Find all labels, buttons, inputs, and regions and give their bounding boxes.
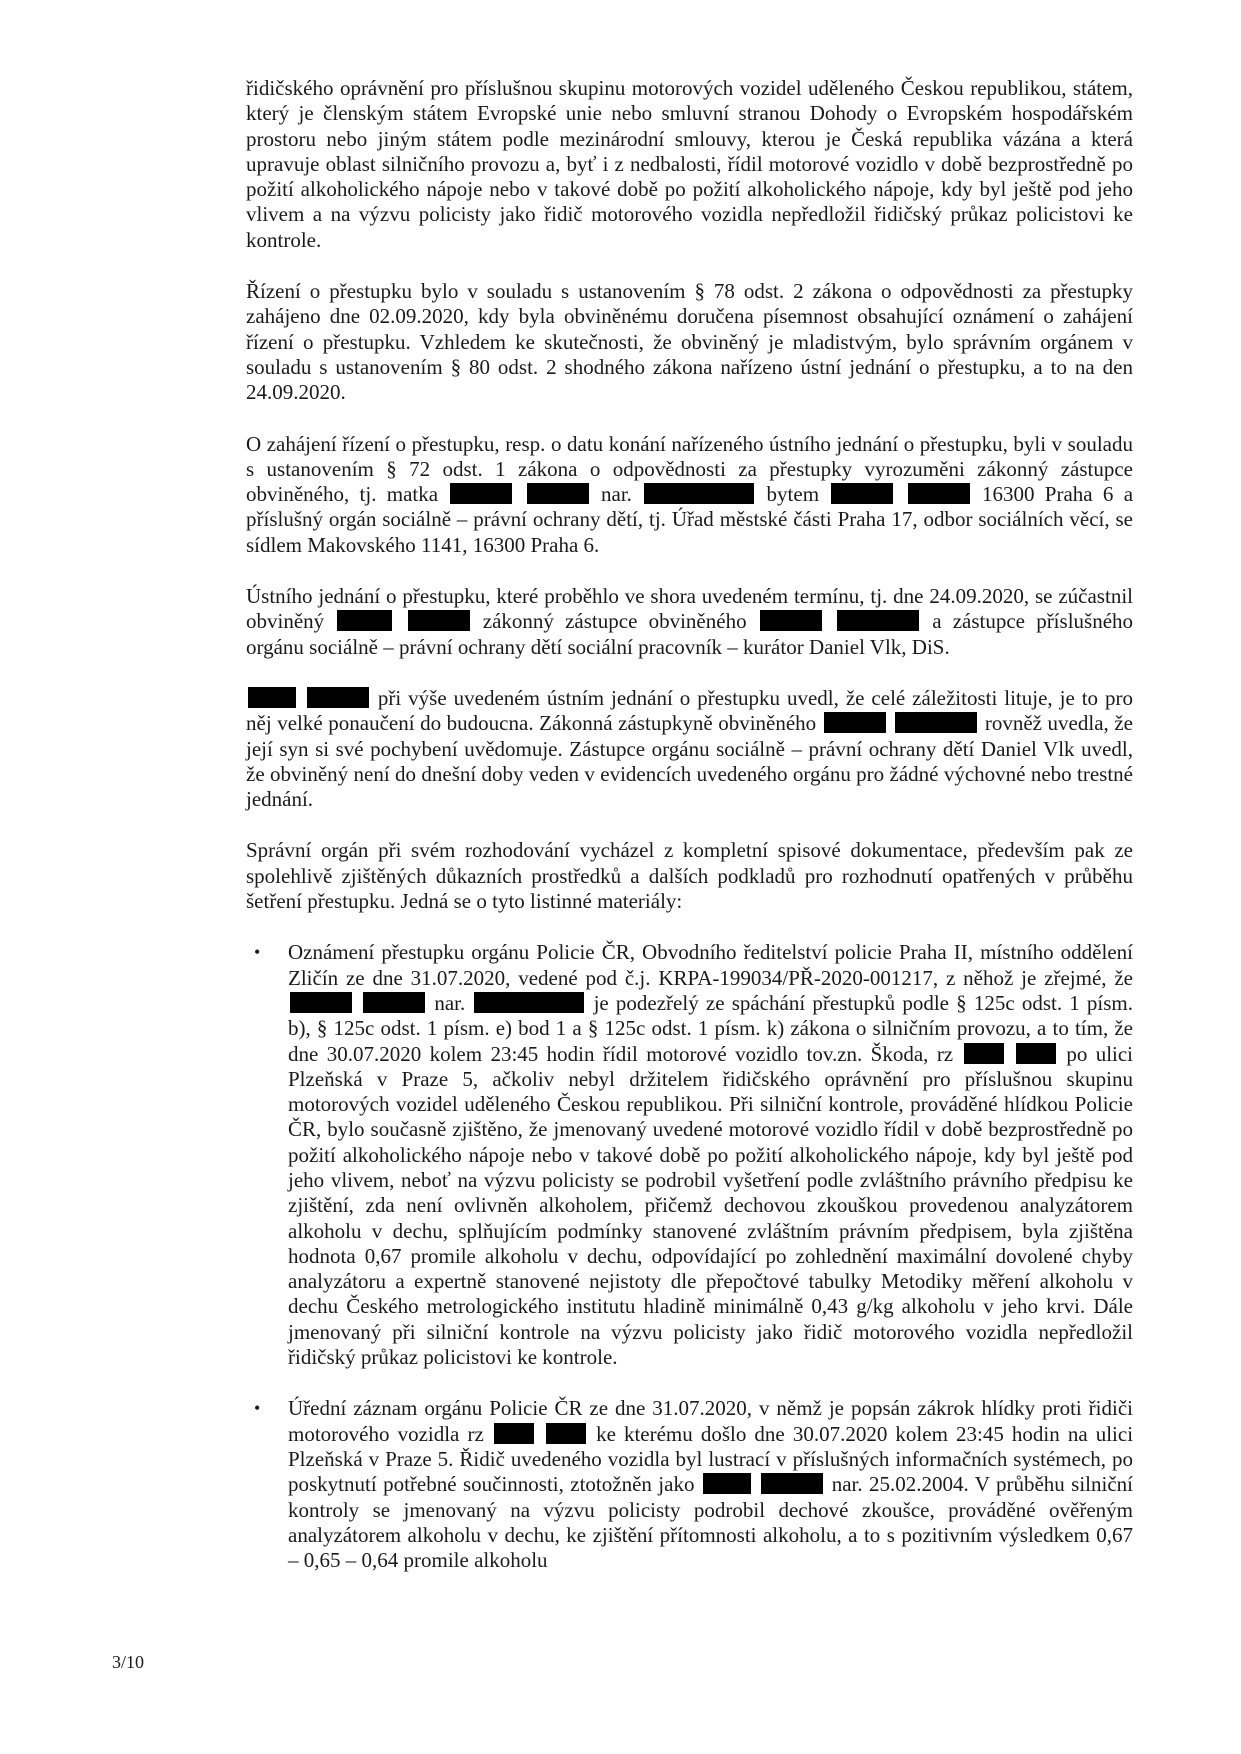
bullet2-text-a: Úřední záznam orgánu Policie ČR ze dne 31.07.2020, v němž je popsán zákrok hlídky proti řidiči motorového vozidla rz: [288, 1396, 1133, 1446]
p3-text-b: nar.: [601, 482, 632, 507]
redaction: [824, 712, 886, 733]
bullet1-text-d: po ulici Plzeňská v Praze 5, ačkoliv nebyl držitelem řidičského oprávnění pro příslušnou skupinu motorových vozidel uděleného Českou republikou. Při silniční kontrole, prováděné hlídkou Policie ČR, bylo současně zjištěno, že jmenovaný uvedené motorové vozidlo řídil v době bezprostředně po požití alkoholického nápoje nebo v takové době po požití alkoholického nápoje, kdy byl ještě pod jeho vlivem, neboť na výzvu policisty se podrobil vyšetření podle zvláštního právního předpisu ke zjištění, zda není ovlivněn alkoholem, přičemž dechovou zkouškou provedenou analyzátorem alkoholu v dechu, splňujícím podmínky stanovené zvláštním právním předpisem, byla zjištěna hodnota 0,67 promile alkoholu v dechu, odpovídající po zohlednění maximální dovolené chyby analyzátoru a expertně stanovené nejistoty dle přepočtové tabulky Metodiky měření alkoholu v dechu Českého metrologického institutu hladině minimálně 0,43 g/kg alkoholu v jeho krvi. Dále jmenovaný při silniční kontrole na výzvu policisty jako řidič motorového vozidla nepředložil řidičský průkaz policistovi ke kontrole.: [288, 1041, 1134, 1370]
bullet1-text-a: Oznámení přestupku orgánu Policie ČR, Obvodního ředitelství policie Praha II, místního oddělení Zličín ze dne 31.07.2020, vedené pod č.j. KRPA-199034/PŘ-2020-001217, z něhož je zřejmé, že: [288, 940, 1133, 990]
paragraph-1: řidičského oprávnění pro příslušnou skupinu motorových vozidel uděleného Českou republikou, státem, který je členským státem Evropské unie nebo smluvní stranou Dohody o Evropském hospodářském prostoru nebo jiným státem podle mezinárodní smlouvy, kterou je Česká republika vázána a která upravuje oblast silničního provozu a, byť i z nedbalosti, řídil motorové vozidlo v době bezprostředně po požití alkoholického nápoje nebo v takové době po požití alkoholického nápoje, kdy byl ještě pod jeho vlivem a na výzvu policisty jako řidič motorového vozidla nepředložil řidičský průkaz policistovi ke kontrole.: [246, 76, 1133, 252]
bullet2-text-c: nar. 25.02.2004. V průběhu silniční kontroly se jmenovaný na výzvu policisty podrobil dechové zkoušce, prováděné ověřeným analyzátorem alkoholu v dechu, ke zjištění přítomnosti alkoholu, a to s pozitivním výsledkem 0,67 – 0,65 – 0,64 promile alkoholu: [288, 1472, 1134, 1573]
redaction: [527, 483, 589, 504]
list-item: [246, 1396, 1133, 1573]
redaction: [494, 1423, 534, 1444]
p3-text-c: bytem: [766, 482, 820, 507]
p5-text-a: při výše uvedeném ústním jednání o přestupku uvedl, že celé záležitosti lituje, je to pro něj velké ponaučení do budoucna. Zákonná zástupkyně obviněného: [246, 685, 1133, 736]
redaction: [760, 610, 822, 631]
p5-text-b: rovněž uvedla, že její syn si své pochybení uvědomuje. Zástupce orgánu sociálně – právní ochrany dětí Daniel Vlk uvedl, že obviněný není do dnešní doby veden v evidencích uvedeného orgánu pro žádné výchovné nebo trestné jednání.: [246, 711, 1133, 812]
p3-text-a: O zahájení řízení o přestupku, resp. o datu konání nařízeného ústního jednání o přestupku, byli v souladu s ustanovením § 72 odst. 1 zákona o odpovědnosti za přestupky vyrozuměni zákonný zástupce obviněného, tj. matka: [246, 431, 1133, 507]
redaction: [703, 1473, 751, 1494]
redaction: [450, 483, 512, 504]
page-number: 3/10: [112, 1652, 145, 1672]
redaction: [290, 992, 352, 1013]
redaction: [761, 1473, 823, 1494]
redaction: [337, 610, 392, 631]
document-body: [246, 76, 1133, 1599]
list-item: [246, 940, 1133, 1370]
paragraph-6: Správní orgán při svém rozhodování vycházel z kompletní spisové dokumentace, především pak ze spolehlivě zjištěných důkazních prostředků a dalších podkladů pro rozhodnutí opatřených v průběhu šetření přestupku. Jedná se o tyto listinné materiály:: [246, 838, 1133, 914]
evidence-list: [246, 940, 1133, 1573]
bullet-icon: •: [254, 1398, 261, 1419]
redaction: [831, 483, 893, 504]
redaction: [546, 1423, 586, 1444]
bullet2-text-b: ke kterému došlo dne 30.07.2020 kolem 23:45 hodin na ulici Plzeňská v Praze 5. Řidič uvedeného vozidla byl lustrací v příslušných informačních systémech, po poskytnutí potřebné součinnosti, ztotožněn jako: [288, 1421, 1134, 1497]
redaction: [895, 712, 977, 733]
redaction: [474, 992, 584, 1013]
redaction: [964, 1043, 1004, 1064]
paragraph-3: [246, 432, 1133, 558]
p4-text-b: zákonný zástupce obviněného: [482, 609, 747, 634]
redaction: [908, 483, 970, 504]
redaction: [248, 687, 296, 708]
p3-text-d: 16300 Praha 6 a příslušný orgán sociálně – právní ochrany dětí, tj. Úřad městské části Praha 17, odbor sociálních věcí, se sídlem Makovského 1141, 16300 Praha 6.: [246, 482, 1134, 557]
redaction: [307, 687, 369, 708]
bullet1-text-c: je podezřelý ze spáchání přestupků podle § 125c odst. 1 písm. b), § 125c odst. 1 písm. e) bod 1 a § 125c odst. 1 písm. k) zákona o silničním provozu, a to tím, že dne 30.07.2020 kolem 23:45 hodin řídil motorové vozidlo tov.zn. Škoda, rz: [288, 990, 1134, 1066]
paragraph-5: [246, 686, 1133, 812]
redaction: [644, 483, 754, 504]
p4-text-c: a zástupce příslušného orgánu sociálně – právní ochrany dětí sociální pracovník – kurátor Daniel Vlk, DiS.: [246, 609, 1134, 659]
redaction: [408, 610, 470, 631]
redaction: [363, 992, 425, 1013]
paragraph-2: Řízení o přestupku bylo v souladu s ustanovením § 78 odst. 2 zákona o odpovědnosti za přestupky zahájeno dne 02.09.2020, kdy byla obviněnému doručena písemnost obsahující oznámení o zahájení řízení o přestupku. Vzhledem ke skutečnosti, že obviněný je mladistvým, bylo správním orgánem v souladu s ustanovením § 80 odst. 2 shodného zákona nařízeno ústní jednání o přestupku, a to na den 24.09.2020.: [246, 279, 1133, 405]
redaction: [1016, 1043, 1056, 1064]
bullet1-text-b: nar.: [434, 990, 466, 1015]
redaction: [837, 610, 919, 631]
paragraph-4: [246, 584, 1133, 660]
bullet-icon: •: [254, 942, 261, 963]
p4-text-a: Ústního jednání o přestupku, které proběhlo ve shora uvedeném termínu, tj. dne 24.09.2020, se zúčastnil obviněný: [246, 584, 1133, 634]
